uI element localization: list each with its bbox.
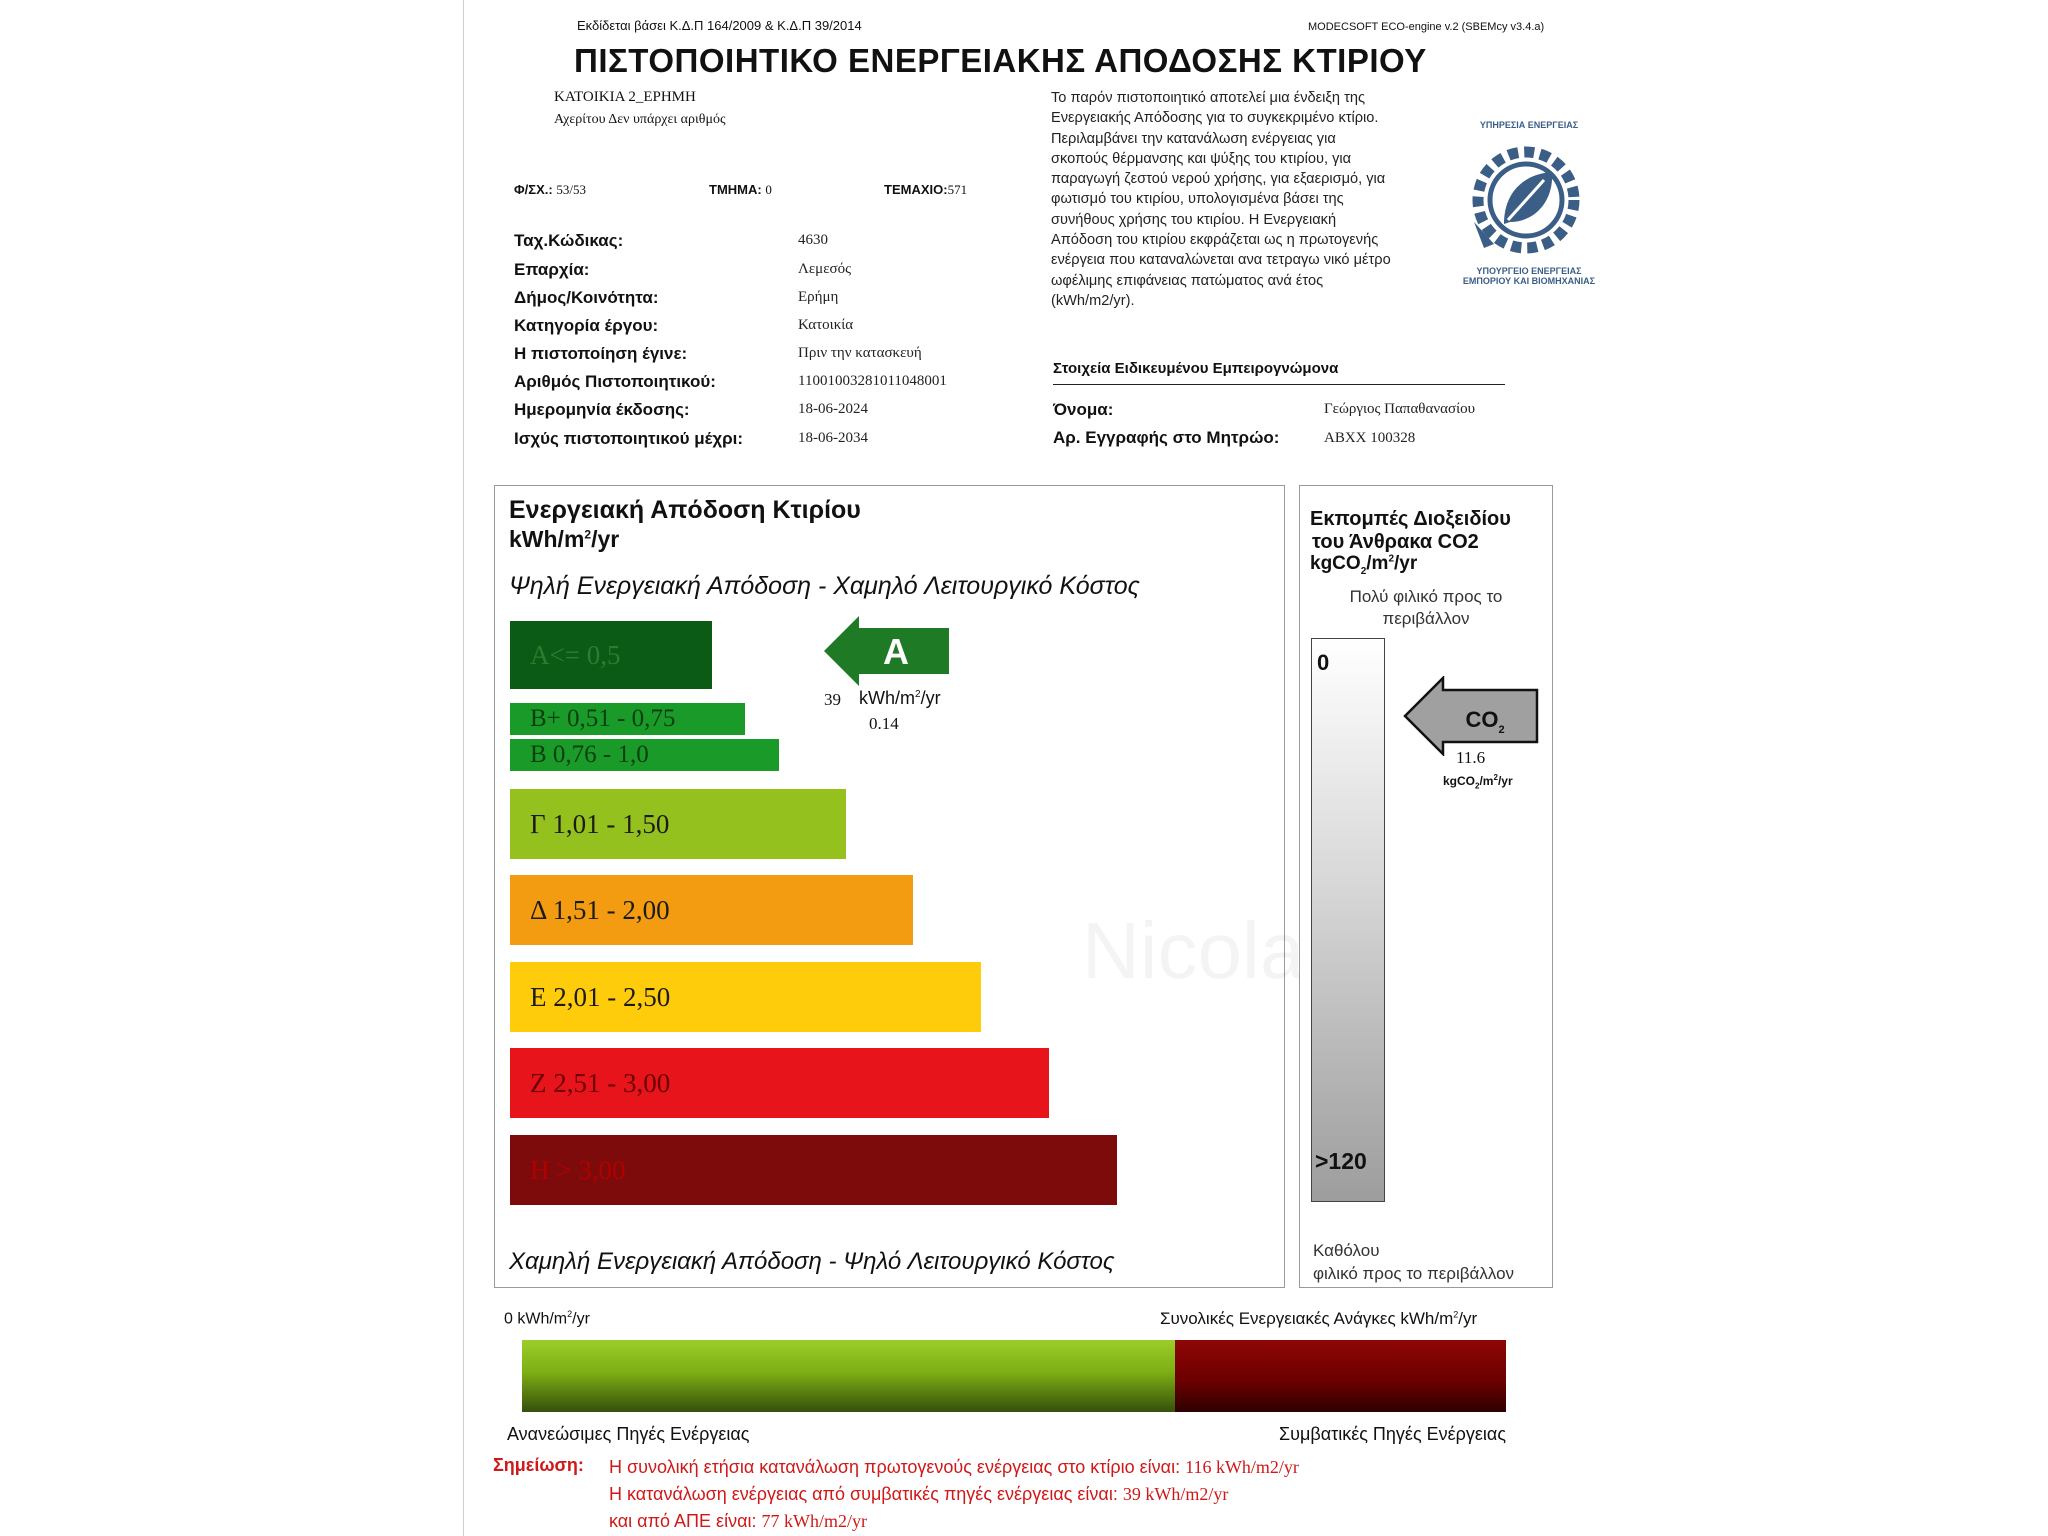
expert-name-label: Όνομα: bbox=[1053, 400, 1114, 419]
co2-value: 11.6 bbox=[1456, 748, 1486, 767]
detail-label: Ταχ.Κώδικας: bbox=[514, 231, 624, 250]
source-right-top: Συνολικές Ενεργειακές Ανάγκες kWh/$m^2/yr$ bbox=[1160, 1309, 1478, 1328]
certificate-description: Το παρόν πιστοποιητικό αποτελεί μια ένδειξη της Ενεργειακής Απόδοσης για το συγκεκριμένο κτίριο. Περιλαμβάνει την κατανάλωση ενέργειας για σκοπούς θέρμανσης και ψύξης του κτιρίου, για παραγωγή ζεστού νερού χρήσης, για εξαερισμό, για φωτισμό του κτιρίου, υπολογισμένα βάσει της συνήθους χρήσης του κτιρίου. Η Ενεργειακή Απόδοση του κτιρίου εκφράζεται ως η πρωτογενής ενέργεια που καταναλώνεται ανα τετραγω νικό μέτρο ωφέλιμης επιφάνειας πατώματος ανά έτος (kWh/m2/yr). bbox=[1051, 90, 1391, 309]
energy-class-bar: Η > 3,00 bbox=[510, 1135, 1117, 1205]
detail-label: Ισχύς πιστοποιητικού μέχρι: bbox=[514, 429, 744, 448]
software-text: MODECSOFT ECO-engine v.2 (SBEMcy v3.4.a) bbox=[1308, 21, 1545, 33]
sheet-field: Φ/ΣΧ.: 53/53 bbox=[514, 182, 586, 197]
detail-value: Λεμεσός bbox=[798, 261, 852, 277]
co2-title-line2: του Άνθρακα CO2 bbox=[1312, 531, 1479, 553]
logo-top-text: ΥΠΗΡΕΣΙΑ ΕΝΕΡΓΕΙΑΣ bbox=[1479, 120, 1579, 130]
certificate-page bbox=[463, 0, 2048, 1536]
note-line-3: και από ΑΠΕ είναι: 77 kWh/m2/yr bbox=[609, 1511, 867, 1531]
detail-value: 4630 bbox=[798, 232, 828, 248]
energy-panel-unit: kWh/$m^2/yr$ bbox=[509, 526, 620, 552]
issued-by-text: Εκδίδεται βάσει Κ.Δ.Π 164/2009 & Κ.Δ.Π 39/2014 bbox=[577, 18, 862, 33]
expert-heading: Στοιχεία Ειδικευμένου Εμπειρογνώμονα bbox=[1053, 360, 1339, 377]
detail-value: 18-06-2034 bbox=[798, 430, 868, 446]
rating-arrow-icon bbox=[824, 616, 954, 686]
ministry-logo bbox=[1414, 120, 1644, 286]
co2-panel bbox=[1299, 485, 1553, 1288]
source-left-bottom: Ανανεώσιμες Πηγές Ενέργειας bbox=[507, 1424, 750, 1444]
co2-scale-bottom: >120 bbox=[1315, 1148, 1367, 1174]
detail-label: Επαρχία: bbox=[514, 260, 590, 279]
energy-class-bar: A<= 0,5 bbox=[510, 621, 712, 689]
expert-reg-label: Αρ. Εγγραφής στο Μητρώο: bbox=[1053, 428, 1280, 447]
section-field: ΤΜΗΜΑ: 0 bbox=[709, 182, 772, 197]
source-left-top: 0 kWh/$m^2/yr$ bbox=[504, 1309, 590, 1328]
source-right-bottom: Συμβατικές Πηγές Ενέργειας bbox=[1279, 1424, 1506, 1444]
co2-gradient-scale bbox=[1311, 638, 1385, 1202]
energy-class-bar: Ζ 2,51 - 3,00 bbox=[510, 1048, 1049, 1118]
energy-class-bar: B 0,76 - 1,0 bbox=[510, 739, 779, 771]
detail-label: Η πιστοποίηση έγινε: bbox=[514, 344, 688, 363]
building-address: Αχερίτου Δεν υπάρχει αριθμός bbox=[554, 112, 726, 127]
note-line-2: Η κατανάλωση ενέργειας από συμβατικές πηγές ενέργειας είναι: 39 kWh/m2/yr bbox=[609, 1484, 1229, 1504]
detail-value: Πριν την κατασκευή bbox=[798, 345, 922, 361]
energy-top-caption: Ψηλή Ενεργειακή Απόδοση - Χαμηλό Λειτουργικό Κόστος bbox=[509, 572, 1140, 600]
energy-rating-panel bbox=[494, 485, 1285, 1288]
co2-top-caption-1: Πολύ φιλικό προς το bbox=[1349, 587, 1503, 606]
energy-panel-title: Ενεργειακή Απόδοση Κτιρίου bbox=[509, 496, 861, 524]
energy-source-bar bbox=[522, 1340, 1506, 1412]
detail-label: Δήμος/Κοινότητα: bbox=[514, 288, 659, 307]
renewable-segment bbox=[522, 1340, 1175, 1412]
co2-bottom-caption-1: Καθόλου bbox=[1313, 1241, 1380, 1260]
rating-arrow-letter: A bbox=[883, 631, 909, 672]
detail-value: 11001003281011048001 bbox=[798, 373, 947, 389]
rating-ratio: 0.14 bbox=[869, 714, 899, 733]
energy-class-bar: B+ 0,51 - 0,75 bbox=[510, 703, 745, 735]
detail-label: Αριθμός Πιστοποιητικού: bbox=[514, 372, 716, 391]
co2-bottom-caption-2: φιλικό προς το περιβάλλον bbox=[1313, 1264, 1515, 1283]
rating-unit: kWh/$m^2/yr$ bbox=[859, 688, 941, 708]
expert-divider bbox=[1053, 384, 1505, 385]
co2-arrow-icon bbox=[1403, 676, 1541, 756]
co2-value-unit: $kgCO_2/m^2/yr$ bbox=[1443, 773, 1513, 791]
co2-unit: $kgCO_2/m^2/yr$ bbox=[1310, 553, 1418, 577]
parcel-field: ΤΕΜΑΧΙΟ:571 bbox=[884, 182, 968, 197]
logo-bottom-line2: ΕΜΠΟΡΙΟΥ ΚΑΙ ΒΙΟΜΗΧΑΝΙΑΣ bbox=[1462, 276, 1596, 286]
note-label: Σημείωση: bbox=[493, 1455, 584, 1475]
energy-class-bar: Γ 1,01 - 1,50 bbox=[510, 789, 846, 859]
detail-value: Ερήμη bbox=[798, 289, 839, 305]
expert-reg-value: ΑΒΧΧ 100328 bbox=[1324, 430, 1416, 446]
logo-bottom-line1: ΥΠΟΥΡΓΕΙΟ ΕΝΕΡΓΕΙΑΣ bbox=[1476, 266, 1582, 276]
detail-label: Ημερομηνία έκδοσης: bbox=[514, 400, 690, 419]
rating-value: 39 bbox=[824, 690, 841, 709]
energy-class-bar: Ε 2,01 - 2,50 bbox=[510, 962, 981, 1032]
gear-leaf-icon bbox=[1464, 132, 1594, 272]
building-name: ΚΑΤΟΙΚΙΑ 2_ΕΡΗΜΗ bbox=[554, 89, 696, 105]
detail-value: 18-06-2024 bbox=[798, 401, 868, 417]
conventional-segment bbox=[1175, 1340, 1506, 1412]
detail-value: Κατοικία bbox=[798, 317, 854, 333]
note-line-1: Η συνολική ετήσια κατανάλωση πρωτογενούς ενέργειας στο κτίριο είναι: 116 kWh/m2/yr bbox=[609, 1457, 1299, 1477]
page-title: ΠΙΣΤΟΠΟΙΗΤΙΚΟ ΕΝΕΡΓΕΙΑΚΗΣ ΑΠΟΔΟΣΗΣ ΚΤΙΡΙΟΥ bbox=[574, 42, 1427, 79]
co2-scale-top: 0 bbox=[1317, 650, 1330, 675]
co2-title-line1: Εκπομπές Διοξειδίου bbox=[1310, 508, 1511, 530]
co2-top-caption-2: περιβάλλον bbox=[1382, 609, 1470, 628]
expert-name-value: Γεώργιος Παπαθανασίου bbox=[1324, 401, 1476, 417]
energy-bottom-caption: Χαμηλή Ενεργειακή Απόδοση - Ψηλό Λειτουργικό Κόστος bbox=[509, 1248, 1115, 1275]
detail-label: Κατηγορία έργου: bbox=[514, 316, 659, 335]
svg-text:CO2: $CO_2$ bbox=[1465, 707, 1505, 736]
energy-class-bar: Δ 1,51 - 2,00 bbox=[510, 875, 913, 945]
